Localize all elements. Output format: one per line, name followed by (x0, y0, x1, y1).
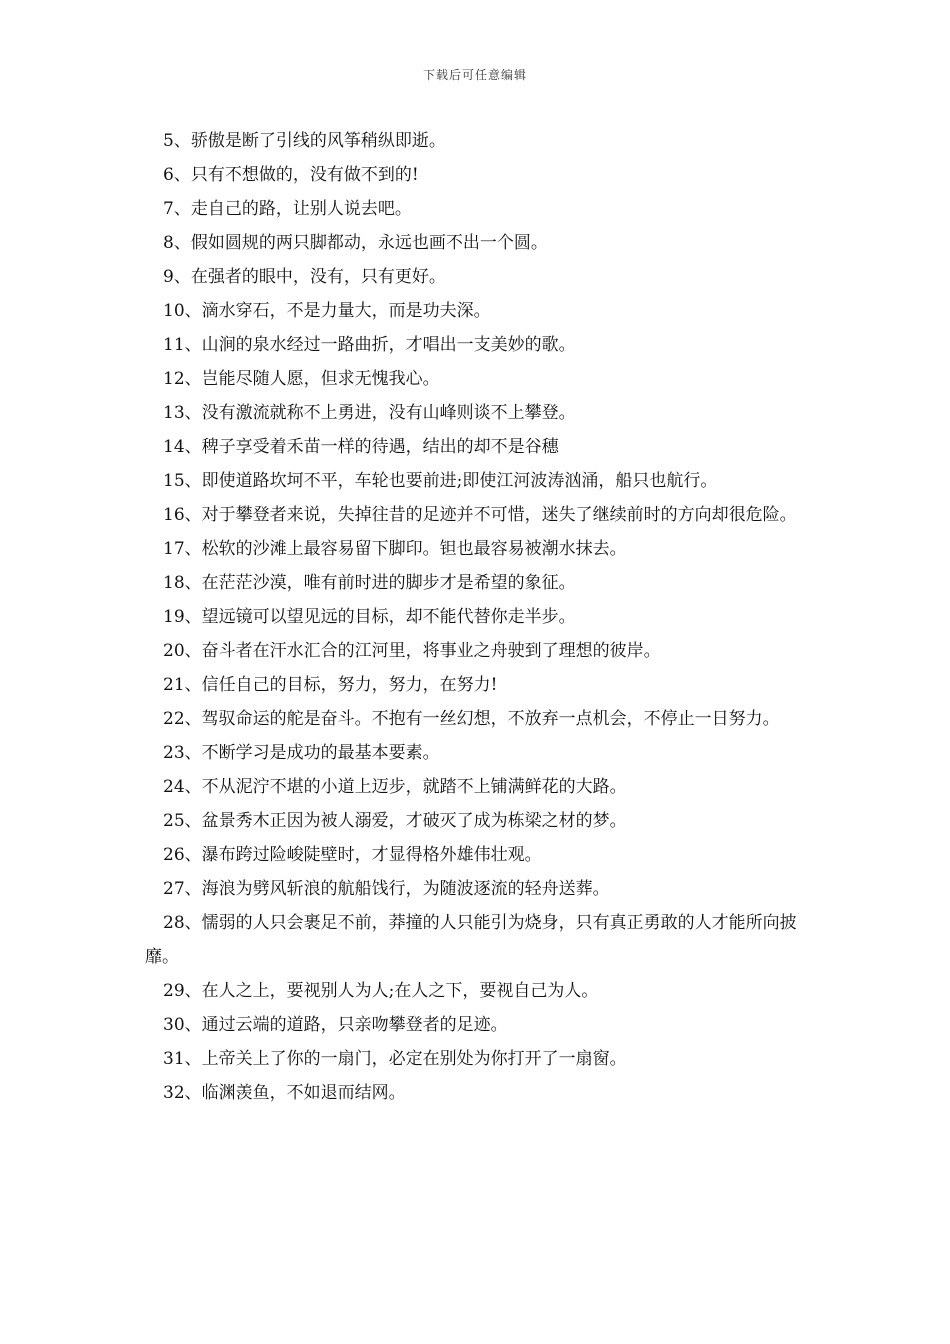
list-item: 10、滴水穿石，不是力量大，而是功夫深。 (163, 301, 491, 321)
list-item: 7、走自己的路，让别人说去吧。 (163, 199, 412, 219)
list-item: 17、松软的沙滩上最容易留下脚印。钽也最容易被潮水抹去。 (163, 539, 627, 559)
list-item: 15、即使道路坎坷不平，车轮也要前进;即使江河波涛汹涌，船只也航行。 (163, 471, 718, 491)
list-item: 31、上帝关上了你的一扇门，必定在别处为你打开了一扇窗。 (163, 1049, 627, 1069)
list-item: 28、懦弱的人只会裹足不前，莽撞的人只能引为烧身，只有真正勇敢的人才能所向披靡。 (145, 913, 797, 967)
page-header: 下载后可任意编辑 (422, 68, 527, 82)
list-item: 11、山涧的泉水经过一路曲折，才唱出一支美妙的歌。 (163, 335, 576, 355)
list-item: 21、信任自己的目标，努力，努力，在努力! (163, 675, 498, 695)
list-item: 29、在人之上，要视别人为人;在人之下，要视自己为人。 (163, 981, 599, 1001)
list-item: 18、在茫茫沙漠，唯有前时进的脚步才是希望的象征。 (163, 573, 576, 593)
list-item: 27、海浪为劈风斩浪的航船饯行，为随波逐流的轻舟送葬。 (163, 879, 610, 899)
list-item: 30、通过云端的道路，只亲吻攀登者的足迹。 (163, 1015, 508, 1035)
list-item: 12、岂能尽随人愿，但求无愧我心。 (163, 369, 440, 389)
list-item: 22、驾驭命运的舵是奋斗。不抱有一丝幻想，不放弃一点机会，不停止一日努力。 (163, 709, 780, 729)
list-item: 9、在强者的眼中，没有，只有更好。 (163, 267, 446, 287)
list-item: 6、只有不想做的，没有做不到的! (163, 165, 419, 185)
list-item: 26、瀑布跨过险峻陡壁时，才显得格外雄伟壮观。 (163, 845, 542, 865)
list-item: 8、假如圆规的两只脚都动，永远也画不出一个圆。 (163, 233, 548, 253)
list-item: 25、盆景秀木正因为被人溺爱，才破灭了成为栋梁之材的梦。 (163, 811, 627, 831)
quote-list (145, 124, 810, 1110)
list-item: 24、不从泥泞不堪的小道上迈步，就踏不上铺满鲜花的大路。 (163, 777, 627, 797)
list-item: 16、对于攀登者来说，失掉往昔的足迹并不可惜，迷失了继续前时的方向却很危险。 (163, 505, 797, 525)
list-item: 19、望远镜可以望见远的目标，却不能代替你走半步。 (163, 607, 576, 627)
list-item: 14、稗子享受着禾苗一样的待遇，结出的却不是谷穗 (163, 437, 559, 457)
list-item: 23、不断学习是成功的最基本要素。 (163, 743, 440, 763)
list-item: 13、没有激流就称不上勇进，没有山峰则谈不上攀登。 (163, 403, 576, 423)
list-item: 5、骄傲是断了引线的风筝稍纵即逝。 (163, 131, 446, 151)
list-item: 32、临渊羡鱼，不如退而结网。 (163, 1083, 406, 1103)
list-item: 20、奋斗者在汗水汇合的江河里，将事业之舟驶到了理想的彼岸。 (163, 641, 661, 661)
